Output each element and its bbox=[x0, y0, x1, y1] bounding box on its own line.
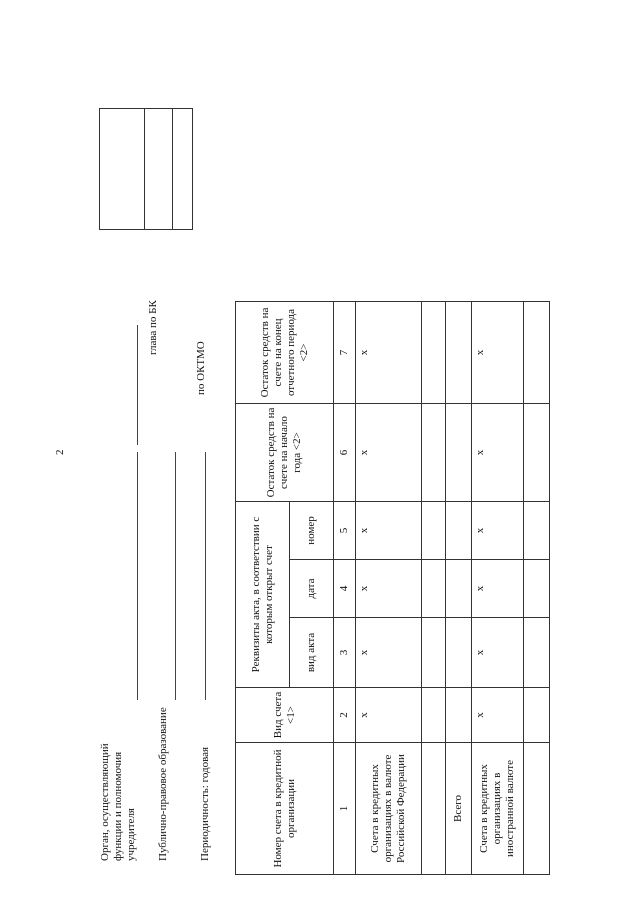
column-number-row bbox=[334, 302, 356, 875]
table-cell bbox=[524, 688, 550, 743]
rotated-page bbox=[95, 85, 625, 875]
table-cell bbox=[446, 302, 472, 404]
org-fill-line-2 bbox=[137, 325, 138, 445]
table-cell bbox=[524, 560, 550, 618]
accounts-table bbox=[235, 301, 550, 875]
page-number: 2 bbox=[54, 449, 66, 455]
total-label: Всего bbox=[446, 743, 472, 875]
table-cell bbox=[524, 743, 550, 875]
col-act-date: дата bbox=[290, 560, 334, 618]
periodicity-fill-line bbox=[205, 452, 206, 700]
table-cell bbox=[422, 688, 446, 743]
table-cell: x bbox=[472, 404, 524, 502]
table-cell bbox=[422, 502, 446, 560]
column-number: 4 bbox=[334, 560, 356, 618]
table-cell bbox=[446, 560, 472, 618]
table-cell bbox=[422, 302, 446, 404]
codes-divider bbox=[144, 109, 145, 229]
table-cell bbox=[422, 743, 446, 875]
col-account-number: Номер счета в кредитной организации bbox=[236, 743, 334, 875]
column-number: 5 bbox=[334, 502, 356, 560]
column-number: 7 bbox=[334, 302, 356, 404]
table-cell: x bbox=[472, 688, 524, 743]
table-cell bbox=[446, 618, 472, 688]
table-cell: x bbox=[472, 302, 524, 404]
table-cell: x bbox=[472, 618, 524, 688]
table-cell bbox=[446, 502, 472, 560]
col-balance-end: Остаток средств на счете на конец отчетного периода <2> bbox=[236, 302, 334, 404]
table-row bbox=[472, 302, 524, 875]
column-number: 6 bbox=[334, 404, 356, 502]
table-cell bbox=[422, 560, 446, 618]
periodicity-label: Периодичность: годовая bbox=[199, 746, 211, 861]
table-cell bbox=[422, 404, 446, 502]
table-row bbox=[356, 302, 422, 875]
table-cell: x bbox=[472, 502, 524, 560]
table-cell bbox=[524, 618, 550, 688]
table-cell: x bbox=[472, 560, 524, 618]
table-cell: x bbox=[356, 560, 422, 618]
kbk-label: глава по БК bbox=[147, 300, 159, 355]
table-cell: x bbox=[356, 502, 422, 560]
table-cell: x bbox=[356, 688, 422, 743]
column-number: 1 bbox=[334, 743, 356, 875]
oktmo-label: по ОКТМО bbox=[195, 341, 207, 395]
col-account-type: Вид счета <1> bbox=[236, 688, 334, 743]
org-fill-line bbox=[137, 452, 138, 700]
public-entity-fill-line bbox=[175, 452, 176, 700]
table-cell: x bbox=[356, 618, 422, 688]
total-row bbox=[446, 302, 472, 875]
table-cell bbox=[524, 302, 550, 404]
table-cell bbox=[524, 404, 550, 502]
table-cell: x bbox=[356, 302, 422, 404]
table-cell: x bbox=[356, 404, 422, 502]
table-row bbox=[422, 302, 446, 875]
codes-divider bbox=[172, 109, 173, 229]
col-act-requisites: Реквизиты акта, в соответствии с которым открыт счет bbox=[236, 502, 290, 688]
codes-box bbox=[99, 108, 193, 230]
report-header bbox=[95, 85, 213, 875]
row-label: Счета в кредитных организациях в иностранной валюте bbox=[472, 743, 524, 875]
public-entity-label: Публично-правовое образование bbox=[157, 707, 169, 861]
row-label: Счета в кредитных организациях в валюте Российской Федерации bbox=[356, 743, 422, 875]
table-cell bbox=[422, 618, 446, 688]
org-label: Орган, осуществляющий функции и полномочия учредителя bbox=[99, 743, 137, 861]
column-number: 2 bbox=[334, 688, 356, 743]
col-act-number: номер bbox=[290, 502, 334, 560]
col-act-kind: вид акта bbox=[290, 618, 334, 688]
column-number: 3 bbox=[334, 618, 356, 688]
table-row bbox=[524, 302, 550, 875]
table-cell bbox=[446, 688, 472, 743]
col-balance-start: Остаток средств на счете на начало года <2> bbox=[236, 404, 334, 502]
table-cell bbox=[524, 502, 550, 560]
table-cell bbox=[446, 404, 472, 502]
